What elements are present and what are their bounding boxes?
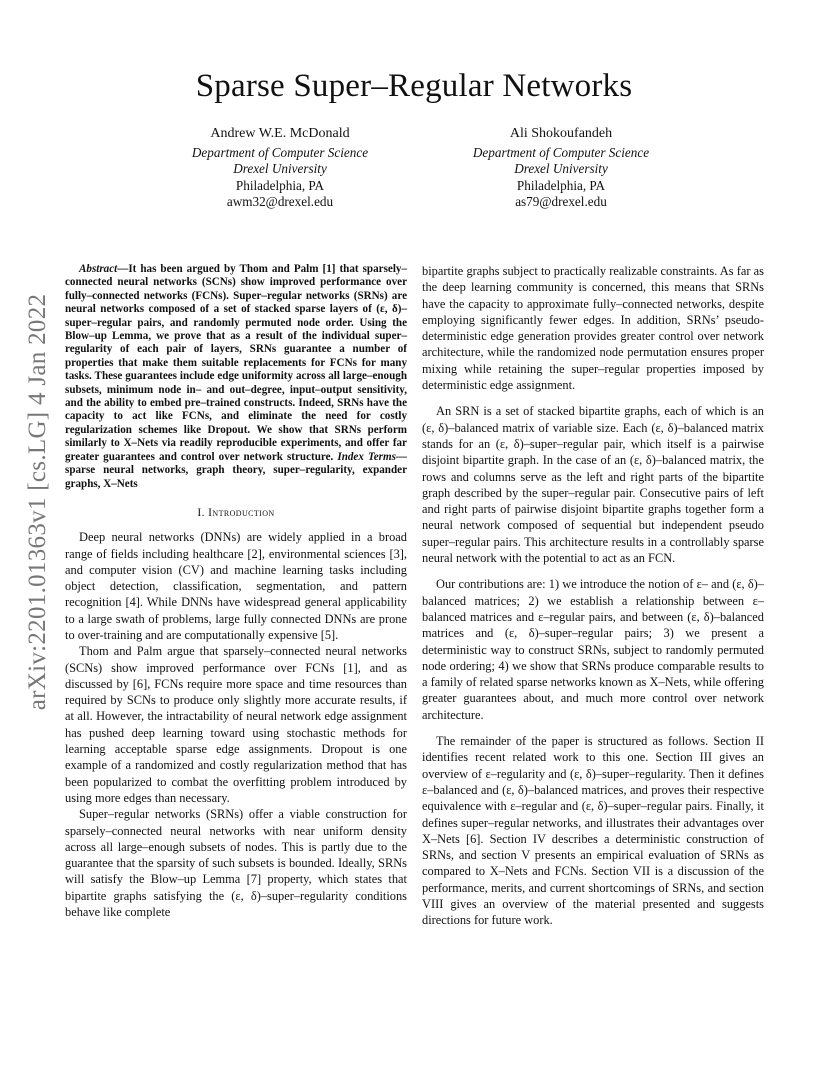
paragraph: The remainder of the paper is structured as follows. Section II identifies recent related work to this one. Section III gives an overview of ε–regularity and (ε, δ)–super–regularity. Then it defines ε–balanced and (ε, δ)–balanced matrices, and proves their respective equivalence with ε–regular and (ε, δ)–super–regular pairs. Finally, it defines super–regular networks, and illustrates their advantages over X–Nets [6]. Section IV describes a deterministic construction of SRNs, and section V presents an empirical evaluation of SRNs as compared to X–Nets and FCNs. Section VII is a discussion of the performance, merits, and current shortcomings of SRNs, and section VIII gives an overview of the material presented and suggests directions for future work. — [422, 734, 764, 928]
abstract-label: Abstract — [79, 263, 118, 275]
author-name: Andrew W.E. McDonald — [210, 126, 350, 141]
paragraph: Thom and Palm argue that sparsely–connected neural networks (SCNs) show improved performance over FCNs [1], and as discussed by [6], FCNs require more space and time resources than required by SCNs to produce only slightly more accurate results, if at all. However, the intractability of neural network edge assignment has pushed deep learning toward using stochastic methods for learning acceptable sparse edge assignments. Dropout is one example of a randomized and costly regularization method that has been popularized to combat the overfitting problem introduced by using more edges than necessary. — [65, 644, 407, 805]
abstract-text: —It has been argued by Thom and Palm [1] that sparsely–connected neural networks (SCNs) show improved performance over fully–connected networks (FCNs). Super–regular networks (SRNs) are neural networks composed of a set of stacked sparse layers of (ε, δ)–super–regular pairs, and randomly permuted node order. Using the Blow–up Lemma, we prove that as a result of the individual super–regularity of each pair of layers, SRNs guarantee a number of properties that make them suitable replacements for FCNs for many tasks. These guarantees include edge uniformity across all large–enough subsets, minimum node in– and out–degree, input–output sensitivity, and the ability to embed pre–trained constructs. Indeed, SRNs have the capacity to act like FCNs, and eliminate the need for costly regularization schemes like Dropout. We show that SRNs perform similarly to X–Nets via readily reproducible experiments, and offer far greater guarantees and control over network structure. — [65, 263, 407, 463]
author-block-1 — [130, 126, 430, 211]
author-department: Department of Computer Science — [191, 144, 369, 160]
right-column — [422, 263, 764, 929]
author-department: Department of Computer Science — [472, 144, 650, 160]
index-terms-label: Index Terms — [337, 450, 396, 463]
arxiv-sidebar — [20, 292, 56, 712]
paragraph: Our contributions are: 1) we introduce the notion of ε– and (ε, δ)–balanced matrices; 2) we establish a relationship between ε–balanced matrices and ε–regular pairs, and between (ε, δ)–balanced matrices and (ε, δ)–super–regular pairs; 3) we present a deterministic way to construct SRNs, subject to randomly permuted node ordering; 4) we show that SRNs produce comparable results to a family of related sparse networks known as X–Nets, while offering greater guarantees about, and much more control over network architecture. — [422, 577, 764, 722]
paragraph: bipartite graphs subject to practically realizable constraints. As far as the deep learning community is concerned, this means that SRNs have the capacity to approximate fully–connected networks, despite employing significantly fewer edges. In addition, SRNs’ pseudo-deterministic edge generation provides greater control over network architecture, while the randomized node permutation ensures proper mixing while retaining the super–regular properties imposed by deterministic edge assignment. — [422, 264, 764, 393]
left-column — [65, 263, 407, 920]
author-block-2 — [411, 126, 711, 211]
abstract — [65, 263, 407, 491]
author-city: Philadelphia, PA — [235, 177, 325, 193]
arxiv-identifier: arXiv:2201.01363v1 [cs.LG] 4 Jan 2022 — [24, 293, 51, 711]
index-terms-text: —sparse neural networks, graph theory, super–regularity, expander graphs, X–Nets — [65, 450, 407, 490]
author-email: as79@drexel.edu — [515, 194, 607, 209]
paper-title: Sparse Super–Regular Networks — [195, 68, 633, 104]
author-university: Drexel University — [514, 161, 608, 176]
author-city: Philadelphia, PA — [516, 177, 606, 193]
paragraph: Super–regular networks (SRNs) offer a viable construction for sparsely–connected neural networks with near uniform density across all large–enough subsets of nodes. This is partly due to the guarantee that the sparsity of such subsets is bounded. Ideally, SRNs will satisfy the Blow–up Lemma [7] property, which states that bipartite graphs satisfying the (ε, δ)–super–regularity conditions behave like complete — [65, 807, 407, 920]
author-email: awm32@drexel.edu — [226, 194, 334, 209]
author-university: Drexel University — [233, 161, 327, 176]
section-heading: I. Introduction — [197, 506, 275, 519]
paragraph: Deep neural networks (DNNs) are widely applied in a broad range of fields including healthcare [2], environmental sciences [3], and computer vision (CV) and machine learning tasks including object detection, classification, segmentation, and pattern recognition [4]. While DNNs have widespread general applicability to a large swath of problems, large fully connected DNNs are prone to over-training and are computationally expensive [5]. — [65, 530, 407, 642]
author-name: Ali Shokoufandeh — [509, 126, 613, 141]
paragraph: An SRN is a set of stacked bipartite graphs, each of which is an (ε, δ)–balanced matrix of variable size. Each (ε, δ)–balanced matrix stands for an (ε, δ)–super–regular pair, which itself is a pairwise disjoint bipartite graph. In the case of an (ε, δ)–balanced matrix, the rows and columns serve as the left and right parts of the bipartite graph described by the super–regular pair. Consecutive pairs of left and right parts of pairwise disjoint bipartite graphs together form a neural network composed of sequential but independent pseudo super–regular pairs. This architecture results in a controllably sparse neural network with the potential to act as an FCN. — [422, 404, 764, 566]
